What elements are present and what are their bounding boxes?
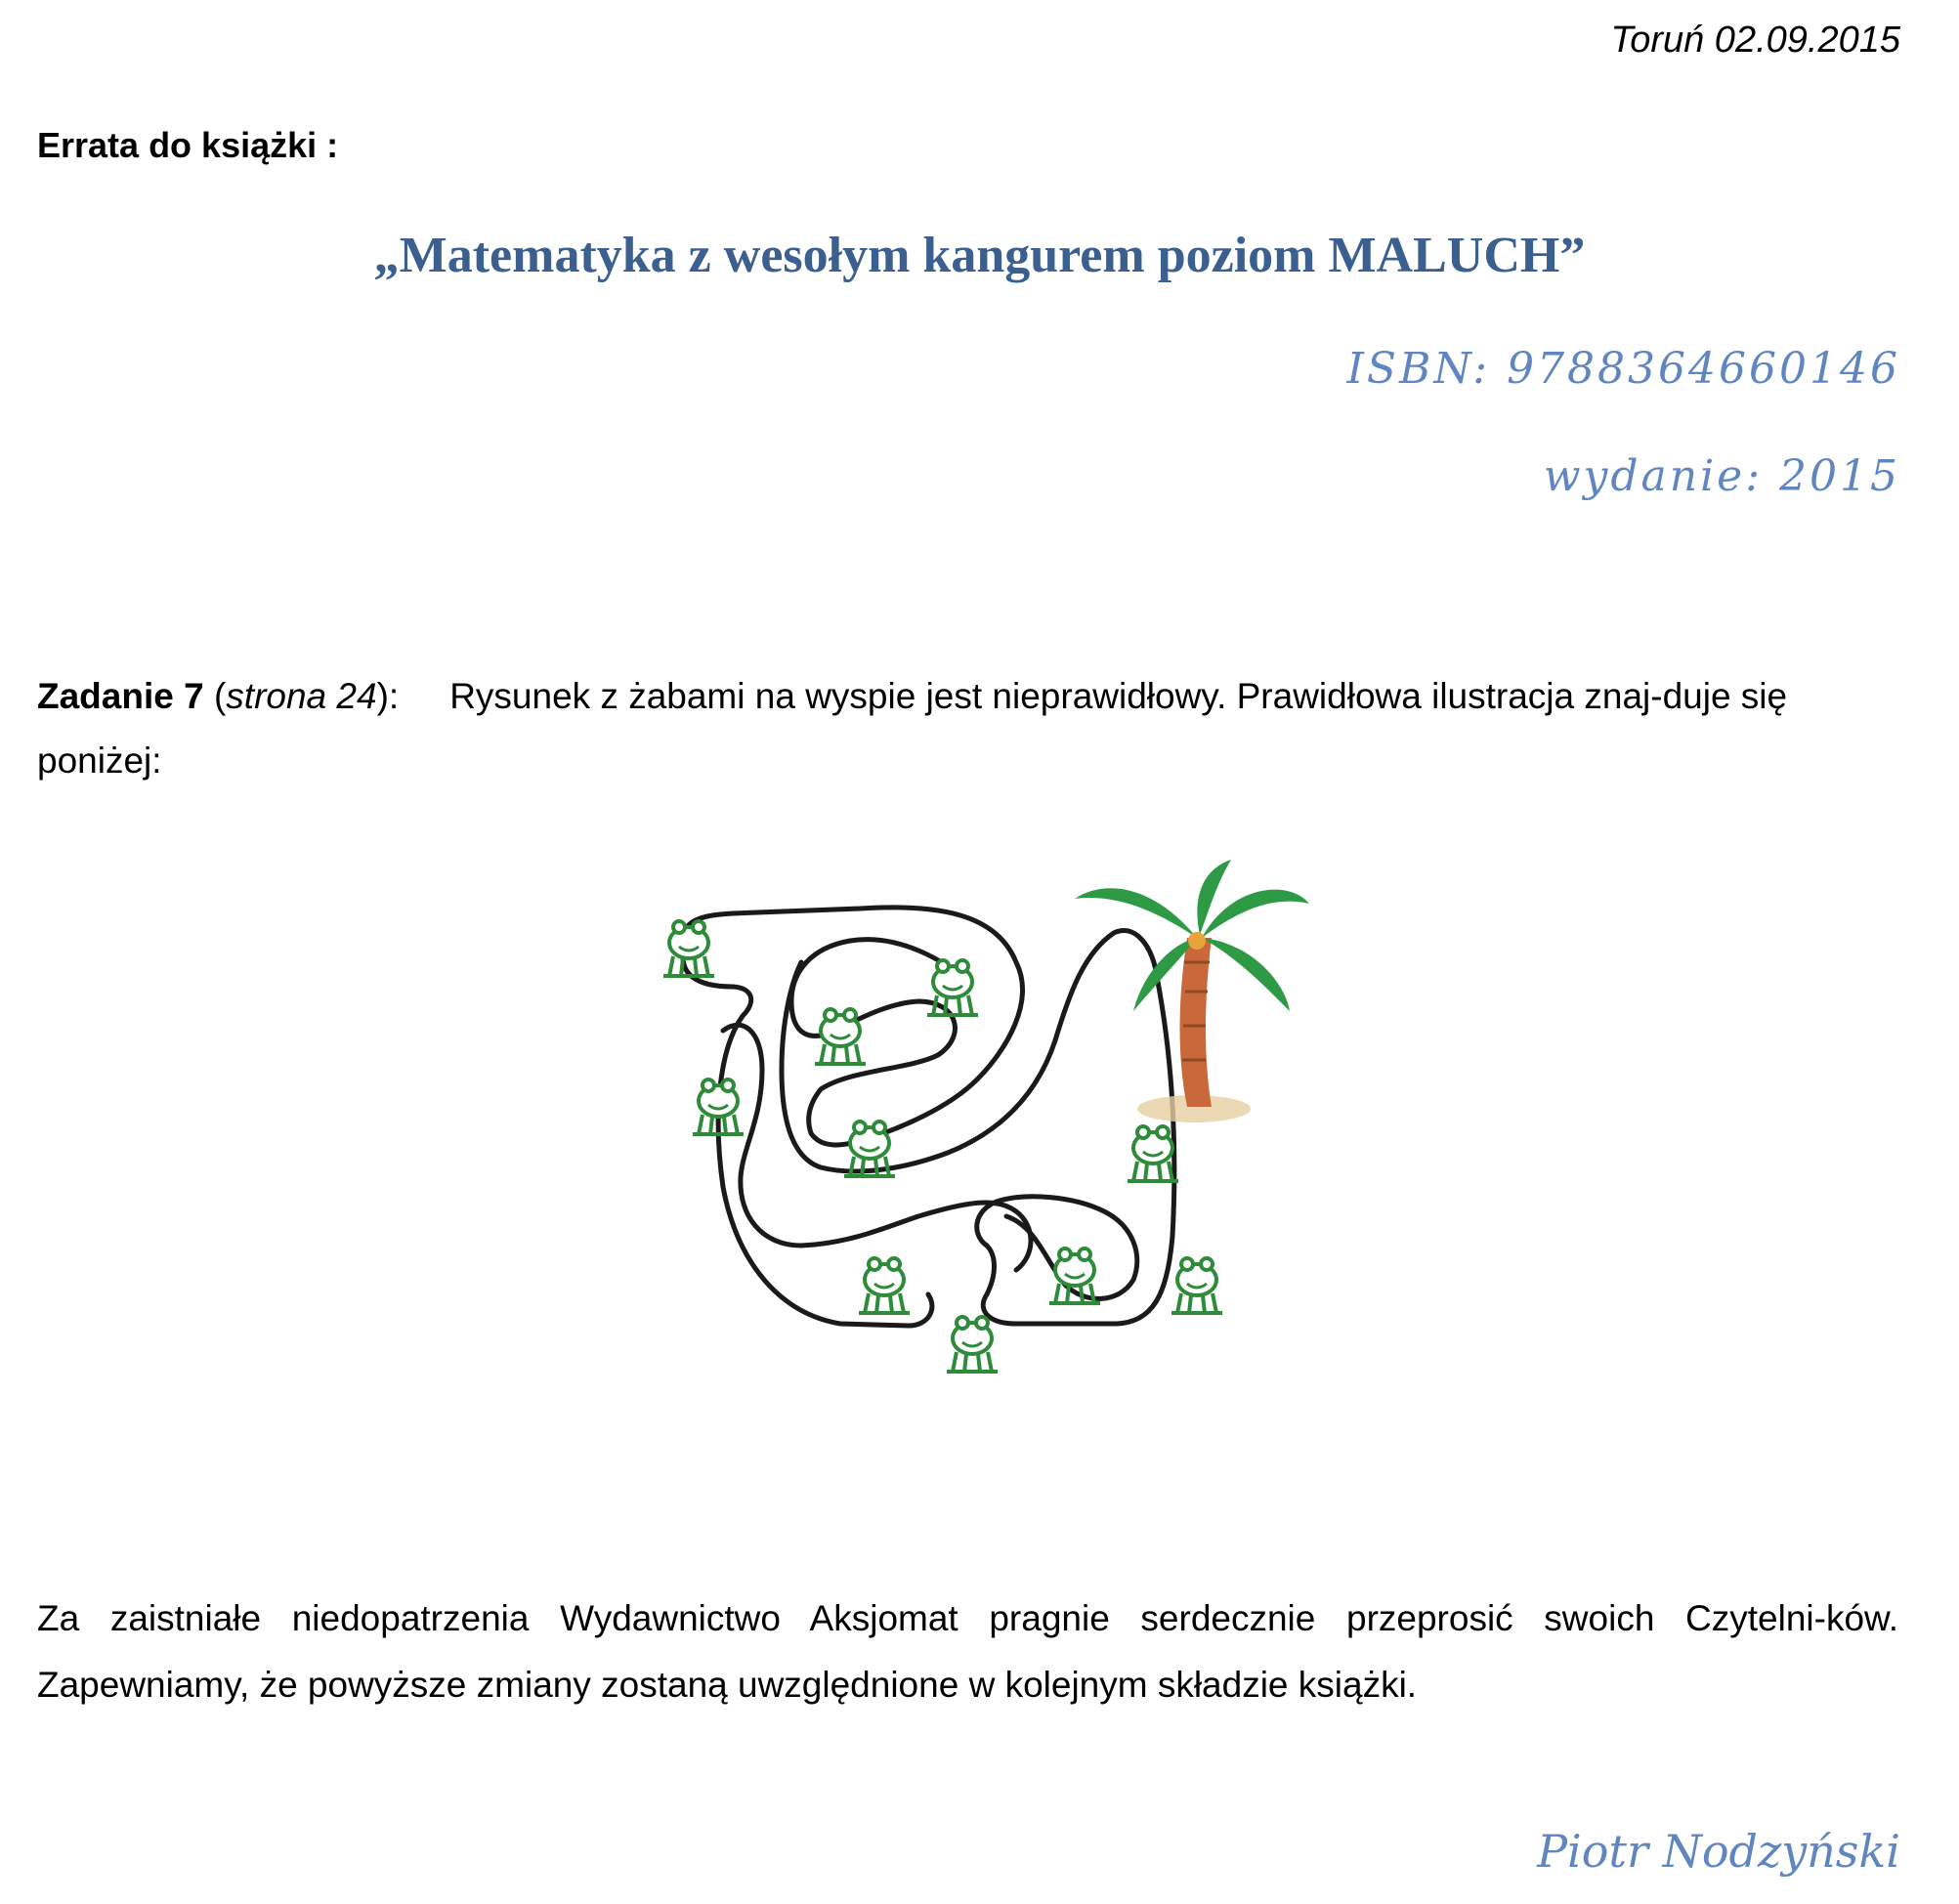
island-maze-illustration [625, 825, 1329, 1490]
frog-icon [927, 960, 978, 1015]
island-maze-figure [625, 825, 1329, 1490]
frog-icon [663, 921, 714, 976]
isbn: ISBN: 9788364660146 [1346, 344, 1900, 394]
edition: wydanie: 2015 [1543, 451, 1900, 501]
frog-icon [1128, 1126, 1178, 1181]
coconut [1188, 932, 1206, 950]
frog-icon [947, 1317, 998, 1372]
closing-paragraph: Za zaistniałe niedopatrzenia Wydawnictwo Aksjomat pragnie serdecznie przeprosić swoich Czytelni-ków. Zapewniamy, że powyższe zmiany zostaną uwzględnione w kolejnym składzie książki. [37, 1598, 1898, 1705]
maze-path [683, 908, 1174, 1326]
task-paragraph [37, 664, 1898, 793]
book-title: „Matematyka z wesołym kangurem poziom MALUCH” [373, 228, 1586, 283]
palm-tree [1075, 860, 1309, 1122]
frog-icon [859, 1258, 910, 1313]
page-ref-open: ( [203, 676, 227, 716]
task-text: Rysunek z żabami na wyspie jest nieprawidłowy. Prawidłowa ilustracja znaj-duje się poniżej: [37, 676, 1788, 781]
errata-heading: Errata do książki : [37, 125, 339, 165]
frog-icon [1049, 1248, 1100, 1303]
task-label: Zadanie 7 [37, 676, 204, 716]
place-date: Toruń 02.09.2015 [1610, 20, 1900, 61]
signature: Piotr Nodzyński [1537, 1825, 1900, 1878]
page-ref: strona 24 [226, 676, 377, 716]
page-ref-close: ): [376, 676, 400, 716]
frog-icon [1171, 1258, 1222, 1313]
